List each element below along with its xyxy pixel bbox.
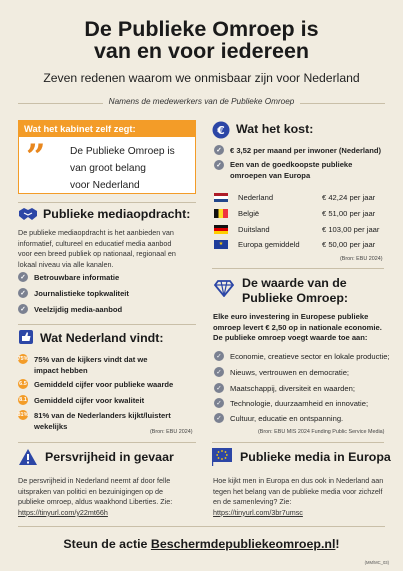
mediaopdracht-heading: Publieke mediaopdracht: xyxy=(43,207,191,221)
footer-code: (MM/MC_03) xyxy=(364,560,389,565)
waarde-intro xyxy=(213,312,382,344)
check-icon: ✓ xyxy=(214,351,224,361)
stat-item xyxy=(18,395,144,405)
cost-country: Nederland xyxy=(238,193,274,202)
stat-badge: 75% xyxy=(17,356,29,362)
cost-row xyxy=(214,209,384,218)
check-label: Betrouwbare informatie xyxy=(34,272,120,282)
quote-icon: ” xyxy=(26,137,46,177)
check-icon: ✓ xyxy=(18,272,28,282)
handshake-icon xyxy=(18,206,38,227)
europa-text xyxy=(213,476,393,518)
text-line: tegen het belang van de publieke media voor zichzelf xyxy=(213,486,383,496)
check-item xyxy=(18,288,129,298)
persvrijheid-heading: Persvrijheid in gevaar xyxy=(45,450,174,464)
text-line: voor een breed publiek op nationaal, regionaal en xyxy=(18,249,176,259)
check-label: Technologie, duurzaamheid en innovatie; xyxy=(230,398,369,408)
divider xyxy=(18,324,196,325)
cost-country: Europa gemiddeld xyxy=(238,240,300,249)
namens-text: Namens de medewerkers van de Publieke Omroep xyxy=(103,97,301,106)
check-item xyxy=(214,367,349,377)
nederland-heading: Wat Nederland vindt: xyxy=(40,331,164,345)
check-label: Maatschappij, diversiteit en waarden; xyxy=(230,383,355,393)
flag-germany-icon xyxy=(214,225,228,234)
euro-icon xyxy=(212,121,230,144)
eu-flag-icon xyxy=(212,448,232,471)
page-subtitle: Zeven redenen waarom we onmisbaar zijn voor Nederland xyxy=(43,71,360,85)
intro-line: De publieke omroep voegt waarde toe aan: xyxy=(213,333,368,342)
check-icon: ✓ xyxy=(214,367,224,377)
persvrijheid-text xyxy=(18,476,200,518)
kabinet-quote-line: van groot belang xyxy=(70,163,146,174)
page-title-line1: De Publieke Omroep is xyxy=(84,17,319,41)
kost-source: (Bron: EBU 2024) xyxy=(340,256,383,262)
thumbs-up-icon xyxy=(18,329,34,350)
check-icon: ✓ xyxy=(214,383,224,393)
stat-text: Gemiddeld cijfer voor publieke waarde xyxy=(34,379,174,389)
diamond-icon xyxy=(214,279,234,302)
check-icon: ✓ xyxy=(18,288,28,298)
check-icon: ✓ xyxy=(214,398,224,408)
check-item xyxy=(214,145,381,155)
text-line: informatief, cultureel en educatief media aanbod xyxy=(18,238,172,248)
check-item xyxy=(18,272,119,282)
check-item xyxy=(214,160,352,181)
text-line: uitspraken van politici en bezuinigingen op de xyxy=(18,486,164,496)
cost-amount: € 103,00 per jaar xyxy=(322,225,380,234)
check-label: Veelzijdig media-aanbod xyxy=(34,304,123,314)
waarde-heading-line: De waarde van de xyxy=(242,276,347,290)
intro-line: omroep levert € 2,50 op in nationale economie. xyxy=(213,322,382,332)
flag-netherlands-icon xyxy=(214,193,228,202)
cost-amount: € 42,24 per jaar xyxy=(322,193,376,202)
flag-belgium-icon xyxy=(214,209,228,218)
check-label: € 3,52 per maand per inwoner (Nederland) xyxy=(230,145,382,155)
check-item xyxy=(18,304,122,314)
text-line: lokaal niveau via alle kanalen. xyxy=(18,259,114,269)
check-label: Economie, creatieve sector en lokale productie; xyxy=(230,351,390,361)
europa-heading: Publieke media in Europa xyxy=(240,450,391,464)
check-label: Journalistieke topkwaliteit xyxy=(34,288,129,298)
check-label: Nieuws, vertrouwen en democratie; xyxy=(230,367,350,377)
stat-item xyxy=(18,354,148,376)
footer-call-to-action xyxy=(0,537,403,551)
stat-line: impact hebben xyxy=(34,366,88,375)
divider xyxy=(212,268,384,269)
check-label: Cultuur, educatie en ontspanning. xyxy=(230,413,344,423)
stat-line: wekelijks xyxy=(34,422,68,431)
text-line: publieke omroep, aldus waakhond Liberties. Zie: xyxy=(18,497,173,507)
intro-line: Elke euro investering in Europese publieke xyxy=(213,312,369,321)
nederland-source: (Bron: EBU 2024) xyxy=(150,429,193,435)
kabinet-heading: Wat het kabinet zelf zegt: xyxy=(18,120,196,137)
divider xyxy=(18,202,196,203)
footer-link[interactable]: Beschermdepubliekeomroep.nl xyxy=(150,537,336,551)
warning-icon xyxy=(18,448,38,471)
text-line: De persvrijheid in Nederland neemt af door felle xyxy=(18,476,171,485)
namens-line xyxy=(0,97,403,106)
cost-row xyxy=(214,193,384,202)
cost-amount: € 50,00 per jaar xyxy=(322,240,376,249)
kabinet-quote xyxy=(70,143,190,194)
stat-line: 75% van de kijkers vindt dat we xyxy=(34,355,148,364)
divider xyxy=(212,442,384,443)
flag-eu-icon: ★ xyxy=(214,240,228,249)
check-icon: ✓ xyxy=(18,304,28,314)
svg-text:€: € xyxy=(217,124,225,137)
cost-country: België xyxy=(238,209,260,218)
europa-link[interactable]: https://tinyurl.com/3br7umsc xyxy=(213,507,303,517)
stat-badge: 8.1 xyxy=(19,397,27,403)
kabinet-quote-line: De Publieke Omroep is xyxy=(70,146,175,157)
footer-divider xyxy=(18,526,385,527)
cost-row xyxy=(214,240,384,249)
kost-heading: Wat het kost: xyxy=(236,122,314,136)
stat-badge: 6.5 xyxy=(19,381,27,387)
stat-item xyxy=(18,379,173,389)
page-title-line2: van en voor iedereen xyxy=(93,39,310,63)
cost-country: Duitsland xyxy=(238,225,270,234)
stat-text xyxy=(34,354,148,376)
check-label xyxy=(230,160,352,181)
cost-amount: € 51,00 per jaar xyxy=(322,209,376,218)
divider xyxy=(18,442,196,443)
check-line: omroepen van Europa xyxy=(230,170,311,180)
persvrijheid-link[interactable]: https://tinyurl.com/y22mt66h xyxy=(18,507,108,517)
text-line: De publieke mediaopdracht is het aanbieden van xyxy=(18,228,174,237)
check-item xyxy=(214,398,368,408)
check-item xyxy=(214,351,390,361)
stat-line: 81% van de Nederlanders kijkt/luistert xyxy=(34,411,171,420)
check-icon: ✓ xyxy=(214,145,224,155)
check-line: Een van de goedkoopste publieke xyxy=(230,160,353,169)
check-icon: ✓ xyxy=(214,160,224,170)
stat-item xyxy=(18,410,171,432)
waarde-heading xyxy=(242,276,348,306)
footer-suffix: ! xyxy=(335,537,340,551)
mediaopdracht-text xyxy=(18,228,198,270)
check-icon: ✓ xyxy=(214,413,224,423)
footer-prefix: Steun de actie xyxy=(63,537,151,551)
waarde-source: (Bron: EBU MIS 2024 Funding Public Service Media) xyxy=(258,429,385,435)
text-line: en de samenleving? Zie: xyxy=(213,497,292,507)
kabinet-quote-line: voor Nederland xyxy=(70,180,140,191)
check-item xyxy=(214,383,355,393)
check-item xyxy=(214,413,343,423)
waarde-heading-line: Publieke Omroep: xyxy=(242,291,349,305)
text-line: Hoe kijkt men in Europa en dus ook in Nederland aan xyxy=(213,476,384,485)
stat-badge: 81% xyxy=(17,412,29,418)
cost-row xyxy=(214,225,384,234)
stat-text: Gemiddeld cijfer voor kwaliteit xyxy=(34,395,145,405)
